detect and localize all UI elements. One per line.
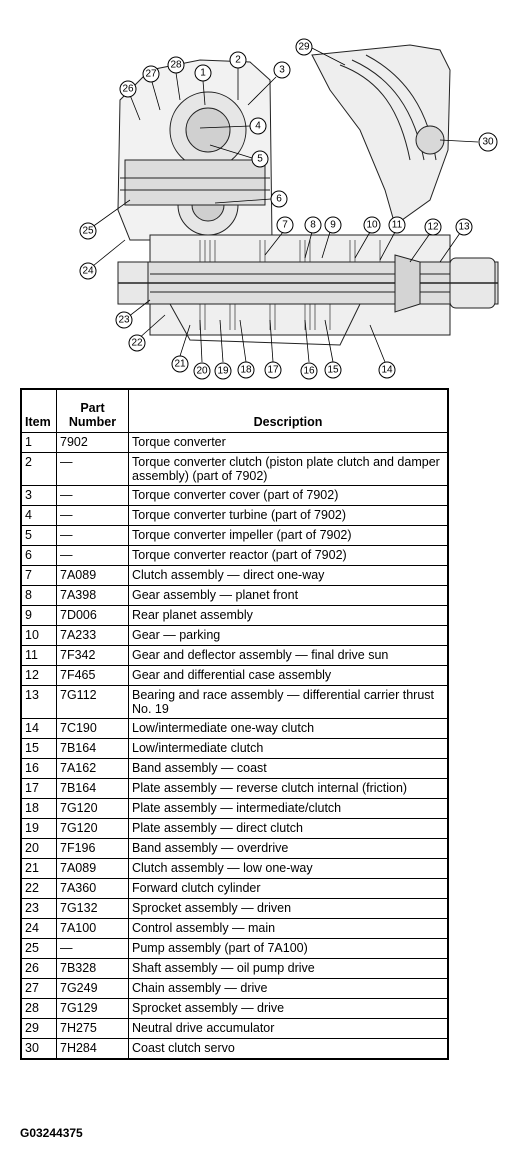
svg-text:21: 21 <box>174 358 186 370</box>
cell-description: Low/intermediate one-way clutch <box>129 719 449 739</box>
callout-24 <box>80 263 96 279</box>
svg-text:10: 10 <box>366 219 378 231</box>
svg-text:24: 24 <box>82 265 94 277</box>
callout-6 <box>271 191 287 207</box>
transaxle-illustration <box>118 45 498 345</box>
svg-text:16: 16 <box>303 365 315 377</box>
cell-description: Shaft assembly — oil pump drive <box>129 959 449 979</box>
table-row <box>21 979 448 999</box>
callout-18 <box>238 362 254 378</box>
cell-part-number: 7G132 <box>57 899 129 919</box>
cell-item: 5 <box>21 526 57 546</box>
cell-item: 6 <box>21 546 57 566</box>
callout-15 <box>325 362 341 378</box>
cell-item: 15 <box>21 739 57 759</box>
cell-description: Neutral drive accumulator <box>129 1019 449 1039</box>
table-row <box>21 526 448 546</box>
table-row <box>21 586 448 606</box>
cell-part-number: 7F342 <box>57 646 129 666</box>
cell-part-number: 7G120 <box>57 799 129 819</box>
callout-8 <box>305 217 321 233</box>
table-row <box>21 646 448 666</box>
callout-20 <box>194 363 210 379</box>
cell-part-number: 7A360 <box>57 879 129 899</box>
table-row <box>21 1019 448 1039</box>
header-part-number: Part Number <box>57 389 129 433</box>
table-row <box>21 939 448 959</box>
parts-table <box>20 388 449 1060</box>
cell-description: Gear — parking <box>129 626 449 646</box>
callout-26 <box>120 81 136 97</box>
callout-17 <box>265 362 281 378</box>
callout-29 <box>296 39 312 55</box>
cell-description: Clutch assembly — low one-way <box>129 859 449 879</box>
cell-item: 24 <box>21 919 57 939</box>
table-row <box>21 666 448 686</box>
cell-description: Gear and deflector assembly — final drive sun <box>129 646 449 666</box>
callout-19 <box>215 363 231 379</box>
callout-5 <box>252 151 268 167</box>
table-row <box>21 606 448 626</box>
cell-part-number: — <box>57 939 129 959</box>
table-row <box>21 839 448 859</box>
cell-part-number: 7F465 <box>57 666 129 686</box>
table-row <box>21 819 448 839</box>
callout-1 <box>195 65 211 81</box>
cell-part-number: — <box>57 453 129 486</box>
cell-item: 1 <box>21 433 57 453</box>
callout-13 <box>456 219 472 235</box>
svg-text:5: 5 <box>257 153 263 165</box>
svg-text:18: 18 <box>240 364 252 376</box>
callout-28 <box>168 57 184 73</box>
table-row <box>21 759 448 779</box>
table-row <box>21 999 448 1019</box>
cell-item: 12 <box>21 666 57 686</box>
svg-text:29: 29 <box>298 41 310 53</box>
callout-9 <box>325 217 341 233</box>
cell-part-number: 7A398 <box>57 586 129 606</box>
svg-text:19: 19 <box>217 365 229 377</box>
cell-part-number: 7A089 <box>57 566 129 586</box>
cell-part-number: 7G129 <box>57 999 129 1019</box>
cell-item: 19 <box>21 819 57 839</box>
cell-description: Gear and differential case assembly <box>129 666 449 686</box>
cell-description: Torque converter turbine (part of 7902) <box>129 506 449 526</box>
cell-item: 13 <box>21 686 57 719</box>
cell-item: 22 <box>21 879 57 899</box>
table-row <box>21 506 448 526</box>
cell-item: 25 <box>21 939 57 959</box>
svg-text:12: 12 <box>427 221 439 233</box>
table-row <box>21 626 448 646</box>
figure-id: G03244375 <box>20 1126 83 1140</box>
cell-description: Rear planet assembly <box>129 606 449 626</box>
cell-part-number: 7902 <box>57 433 129 453</box>
svg-text:15: 15 <box>327 364 339 376</box>
cell-item: 26 <box>21 959 57 979</box>
cell-description: Forward clutch cylinder <box>129 879 449 899</box>
callout-30 <box>479 133 497 151</box>
callout-23 <box>116 312 132 328</box>
cell-description: Chain assembly — drive <box>129 979 449 999</box>
svg-text:17: 17 <box>267 364 279 376</box>
cell-description: Plate assembly — reverse clutch internal (friction) <box>129 779 449 799</box>
callout-10 <box>364 217 380 233</box>
svg-text:30: 30 <box>482 136 494 148</box>
cell-item: 17 <box>21 779 57 799</box>
svg-text:13: 13 <box>458 221 470 233</box>
cell-description: Pump assembly (part of 7A100) <box>129 939 449 959</box>
table-row <box>21 959 448 979</box>
cell-part-number: 7B164 <box>57 779 129 799</box>
cell-part-number: 7F196 <box>57 839 129 859</box>
cell-description: Plate assembly — intermediate/clutch <box>129 799 449 819</box>
cell-part-number: — <box>57 546 129 566</box>
callout-2 <box>230 52 246 68</box>
cell-description: Torque converter impeller (part of 7902) <box>129 526 449 546</box>
cell-description: Sprocket assembly — driven <box>129 899 449 919</box>
cell-description: Clutch assembly — direct one-way <box>129 566 449 586</box>
table-row <box>21 453 448 486</box>
cell-description: Torque converter clutch (piston plate clutch and damper assembly) (part of 7902) <box>129 453 449 486</box>
cell-description: Control assembly — main <box>129 919 449 939</box>
cell-item: 14 <box>21 719 57 739</box>
cell-description: Torque converter cover (part of 7902) <box>129 486 449 506</box>
cell-part-number: 7H275 <box>57 1019 129 1039</box>
table-row <box>21 799 448 819</box>
cell-item: 18 <box>21 799 57 819</box>
cell-item: 29 <box>21 1019 57 1039</box>
cell-part-number: — <box>57 486 129 506</box>
cell-item: 30 <box>21 1039 57 1060</box>
cell-item: 2 <box>21 453 57 486</box>
cell-part-number: 7D006 <box>57 606 129 626</box>
cell-item: 21 <box>21 859 57 879</box>
svg-text:6: 6 <box>276 193 282 205</box>
callout-27 <box>143 66 159 82</box>
table-row <box>21 779 448 799</box>
cell-item: 3 <box>21 486 57 506</box>
cell-part-number: 7C190 <box>57 719 129 739</box>
table-row <box>21 1039 448 1060</box>
table-row <box>21 859 448 879</box>
cell-item: 16 <box>21 759 57 779</box>
table-row <box>21 566 448 586</box>
callout-11 <box>389 217 405 233</box>
callout-7 <box>277 217 293 233</box>
svg-text:23: 23 <box>118 314 130 326</box>
cell-description: Bearing and race assembly — differential carrier thrust No. 19 <box>129 686 449 719</box>
cell-description: Torque converter reactor (part of 7902) <box>129 546 449 566</box>
cell-description: Coast clutch servo <box>129 1039 449 1060</box>
cell-part-number: 7B328 <box>57 959 129 979</box>
cell-item: 7 <box>21 566 57 586</box>
header-item: Item <box>21 389 57 433</box>
cell-item: 8 <box>21 586 57 606</box>
svg-text:28: 28 <box>170 59 182 71</box>
cell-item: 9 <box>21 606 57 626</box>
svg-text:4: 4 <box>255 120 261 132</box>
callout-3 <box>274 62 290 78</box>
cell-description: Plate assembly — direct clutch <box>129 819 449 839</box>
svg-text:9: 9 <box>330 219 336 231</box>
cell-item: 10 <box>21 626 57 646</box>
cell-description: Band assembly — coast <box>129 759 449 779</box>
cell-part-number: 7A089 <box>57 859 129 879</box>
cell-item: 27 <box>21 979 57 999</box>
cell-description: Gear assembly — planet front <box>129 586 449 606</box>
svg-text:3: 3 <box>279 64 285 76</box>
callout-12 <box>425 219 441 235</box>
cell-description: Low/intermediate clutch <box>129 739 449 759</box>
table-row <box>21 486 448 506</box>
table-row <box>21 546 448 566</box>
callout-22 <box>129 335 145 351</box>
svg-text:22: 22 <box>131 337 143 349</box>
cell-part-number: 7H284 <box>57 1039 129 1060</box>
callout-14 <box>379 362 395 378</box>
cell-part-number: 7G120 <box>57 819 129 839</box>
cell-item: 28 <box>21 999 57 1019</box>
svg-text:7: 7 <box>282 219 288 231</box>
cell-item: 11 <box>21 646 57 666</box>
svg-text:11: 11 <box>391 219 403 231</box>
table-row <box>21 739 448 759</box>
cell-description: Torque converter <box>129 433 449 453</box>
cell-part-number: 7G249 <box>57 979 129 999</box>
cell-part-number: 7G112 <box>57 686 129 719</box>
cell-part-number: 7B164 <box>57 739 129 759</box>
table-row <box>21 899 448 919</box>
svg-text:2: 2 <box>235 54 241 66</box>
cell-description: Band assembly — overdrive <box>129 839 449 859</box>
table-header-row <box>21 389 448 433</box>
callout-25 <box>80 223 96 239</box>
callout-4 <box>250 118 266 134</box>
cell-item: 23 <box>21 899 57 919</box>
cell-part-number: — <box>57 526 129 546</box>
cell-part-number: 7A100 <box>57 919 129 939</box>
cell-part-number: 7A233 <box>57 626 129 646</box>
cell-description: Sprocket assembly — drive <box>129 999 449 1019</box>
svg-text:1: 1 <box>200 67 206 79</box>
cell-part-number: — <box>57 506 129 526</box>
cell-part-number: 7A162 <box>57 759 129 779</box>
header-description: Description <box>129 389 449 433</box>
table-row <box>21 879 448 899</box>
transmission-cutaway-diagram <box>0 0 523 388</box>
table-row <box>21 433 448 453</box>
svg-text:26: 26 <box>122 83 134 95</box>
cell-item: 4 <box>21 506 57 526</box>
cell-item: 20 <box>21 839 57 859</box>
svg-text:27: 27 <box>145 68 157 80</box>
svg-text:14: 14 <box>381 364 393 376</box>
table-row <box>21 919 448 939</box>
callout-16 <box>301 363 317 379</box>
table-row <box>21 719 448 739</box>
table-row <box>21 686 448 719</box>
svg-text:8: 8 <box>310 219 316 231</box>
callout-21 <box>172 356 188 372</box>
svg-text:25: 25 <box>82 225 94 237</box>
svg-text:20: 20 <box>196 365 208 377</box>
